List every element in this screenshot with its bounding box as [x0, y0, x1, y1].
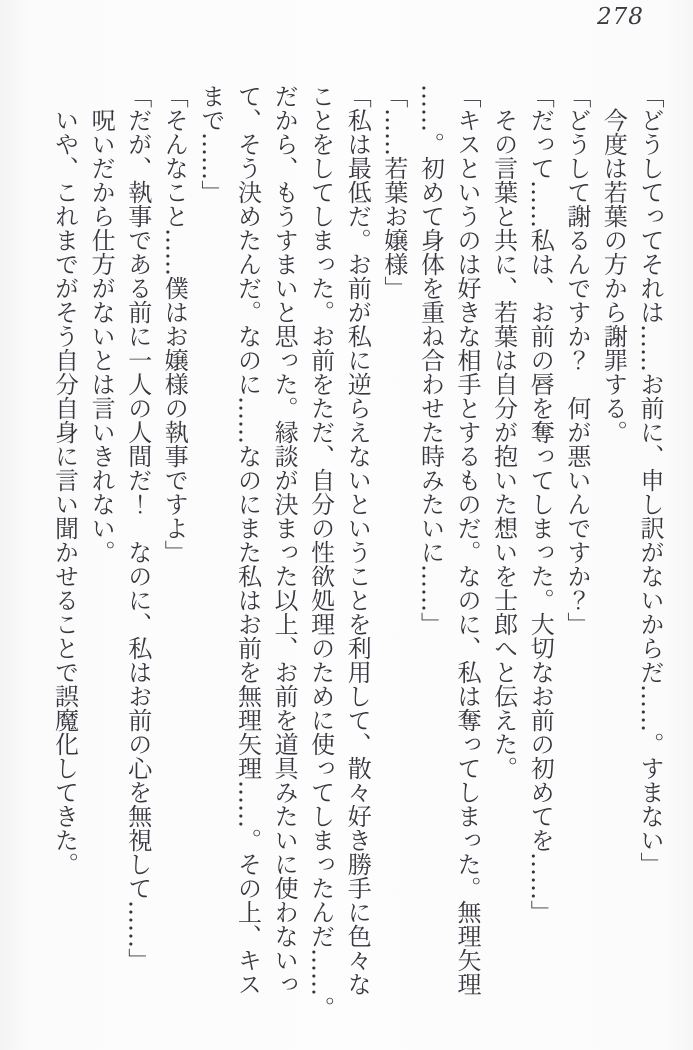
- text-column: その言葉と共に、若葉は自分が抱いた想いを士郎へと伝えた。: [489, 108, 518, 780]
- page-number: 278: [597, 4, 644, 30]
- text-column: て、そう決めたんだ。なのに……なのにまた私はお前を無理矢理……。その上、キス: [233, 84, 262, 996]
- text-column: 「そんなこと……僕はお嬢様の執事ですよ」: [160, 84, 189, 564]
- text-column: 今度は若葉の方から謝罪する。: [599, 108, 628, 444]
- text-column: まで……」: [196, 84, 225, 204]
- text-column: ことをしてしまった。お前をただ、自分の性欲処理のために使ってしまったんだ……。: [306, 84, 335, 1020]
- text-column: ……。初めて身体を重ね合わせた時みたいに……」: [416, 84, 445, 636]
- text-column: 「どうしてってそれは……お前に、申し訳がないからだ……。すまない」: [636, 84, 664, 876]
- text-column: いや、これまでがそう自分自身に言い聞かせることで誤魔化してきた。: [50, 108, 79, 876]
- text-column: 「だが、執事である前に一人の人間だ！ なのに、私はお前の心を無視して……」: [123, 84, 152, 972]
- text-column: だから、もうすまいと思った。縁談が決まった以上、お前を道具みたいに使わないっ: [270, 84, 299, 996]
- text-column: 「だって……私は、お前の唇を奪ってしまった。大切なお前の初めてを……」: [526, 84, 555, 924]
- text-column: 呪いだから仕方がないとは言いきれない。: [87, 108, 116, 564]
- text-column: 「キスというのは好きな相手とするものだ。なのに、私は奪ってしまった。無理矢理: [453, 84, 482, 996]
- vertical-text-block: [45, 84, 668, 1036]
- text-column: 「私は最低だ。お前が私に逆らえないということを利用して、散々好き勝手に色々な: [343, 84, 372, 996]
- text-column: 「どうして謝るんですか？ 何が悪いんですか？」: [562, 84, 591, 636]
- text-column: 「……若葉お嬢様」: [379, 84, 408, 300]
